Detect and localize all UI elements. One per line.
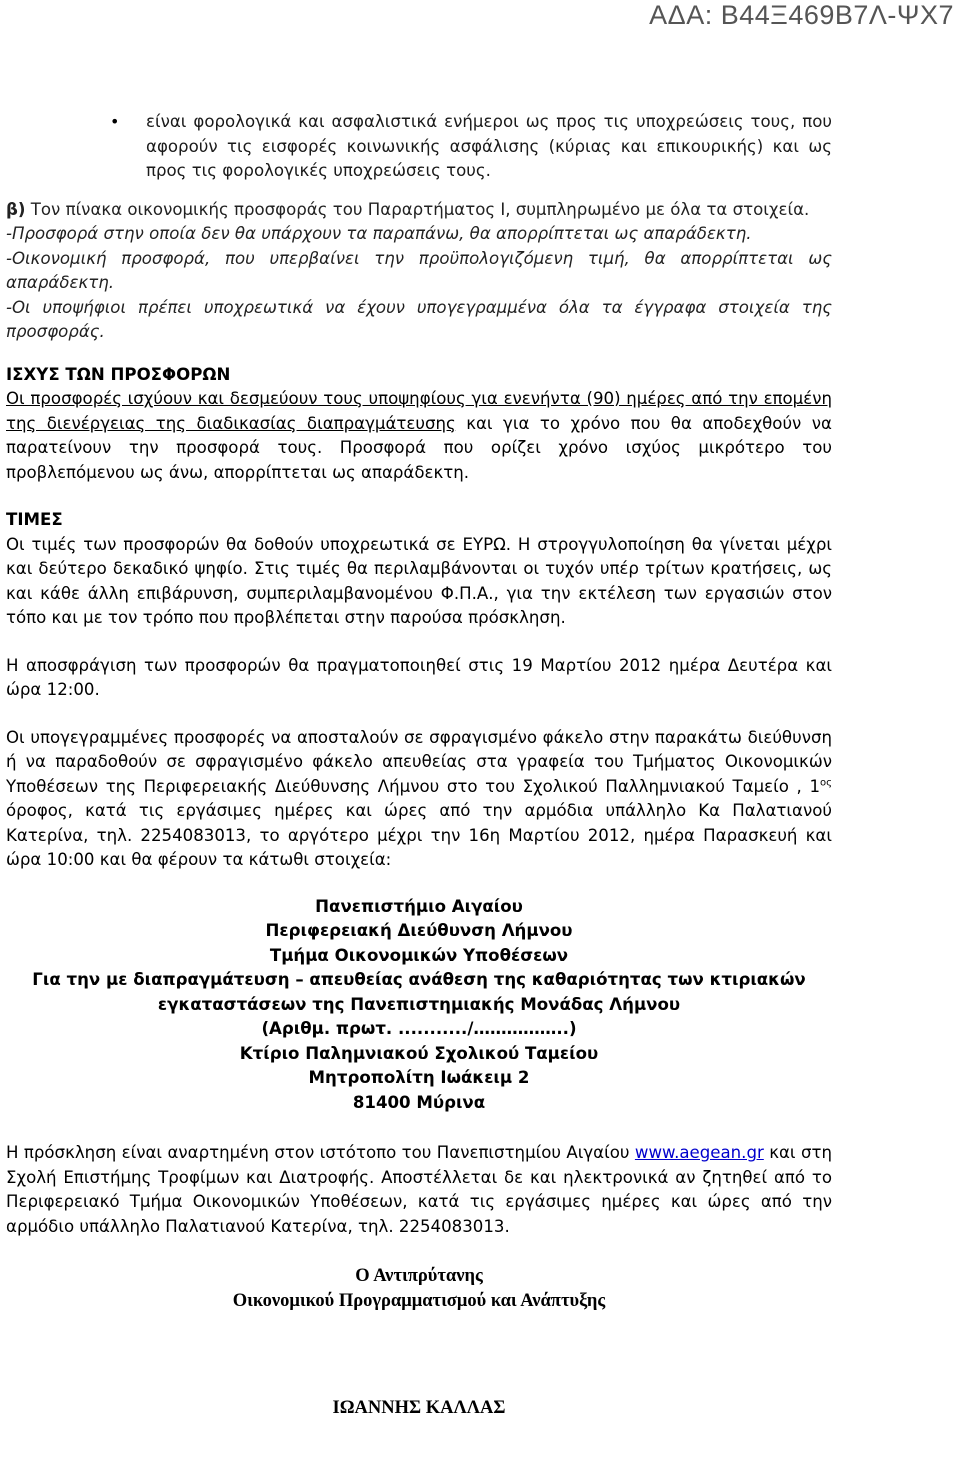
note-3: -Οι υποψήφιοι πρέπει υποχρεωτικά να έχουν υπογεγραμμένα όλα τα έγγραφα στοιχεία της προσφοράς. <box>6 297 832 341</box>
floor-suffix: ος <box>820 776 832 788</box>
submission-paragraph <box>6 726 832 873</box>
address-line-university: Πανεπιστήμιο Αιγαίου <box>315 896 523 916</box>
note-1: -Προσφορά στην οποία δεν θα υπάρχουν τα παραπάνω, θα απορρίπτεται ως απαράδεκτη. <box>6 224 752 243</box>
bullet-item <box>6 110 832 184</box>
posting-paragraph <box>6 1141 832 1239</box>
posting-part2: και στη Σχολή Επιστήμης Τροφίμων και Διατροφής. Αποστέλλεται δε και ηλεκτρονικά αν ζητηθεί από το Περιφερειακό Τμήμα Οικονομικών Υποθέσεων, κατά τις εργάσιμες ημέρες και ώρες από την αρμόδιο υπάλληλο Παλατιανού Κατερίνα, τηλ. 2254083013. <box>6 1143 832 1236</box>
address-line-directorate: Περιφερειακή Διεύθυνση Λήμνου <box>265 921 573 940</box>
beta-label: β) <box>6 199 26 219</box>
beta-text: Τον πίνακα οικονομικής προσφοράς του Παραρτήματος Ι, συμπληρωμένο με όλα τα στοιχεία. <box>25 199 810 219</box>
bullet-text: είναι φορολογικά και ασφαλιστικά ενήμεροι ως προς τις υποχρεώσεις τους, που αφορούν τις εισφορές κοινωνικής ασφάλισης (κύριας και επικουρικής) και ως προς τις φορολογικές υποχρεώσεις τους. <box>146 112 832 180</box>
validity-paragraph <box>6 387 832 485</box>
note-2: -Οικονομική προσφορά, που υπερβαίνει την προϋπολογιζόμενη τιμή, θα απορρίπτεται ως απαράδεκτη. <box>6 248 832 292</box>
validity-heading: ΙΣΧΥΣ ΤΩΝ ΠΡΟΣΦΟΡΩΝ <box>6 364 231 384</box>
signature-block <box>6 1264 832 1421</box>
prices-heading: ΤΙΜΕΣ <box>6 510 63 529</box>
address-block <box>6 895 832 1116</box>
submission-part2: όροφος, κατά τις εργάσιμες ημέρες και ώρες από την αρμόδια υπάλληλο Κα Παλατιανού Κατερίνα, τηλ. 2254083013, το αργότερο μέχρι την 16η Μαρτίου 2012, ημέρα Παρασκευή και ώρα 10:00 και θα φέρουν τα κάτωθι στοιχεία: <box>6 801 832 869</box>
submission-part1: Οι υπογεγραμμένες προσφορές να αποσταλούν σε σφραγισμένο φάκελο στην παρακάτω διεύθυνση ή να παραδοθούν σε σφραγισμένο φάκελο απευθείας στα γραφεία του Τμήματος Οικονομικών Υποθέσεων της Περιφερειακής Διεύθυνσης Λήμνου στο του Σχολικού Παλλημνιακού Ταμείο , 1 <box>6 727 832 796</box>
address-line-protocol: (Αριθμ. πρωτ. .........../……………..) <box>261 1019 577 1038</box>
address-line-city: 81400 Μύρινα <box>352 1092 486 1112</box>
signature-title-1: Ο Αντιπρύτανης <box>355 1266 483 1286</box>
ada-code: ΑΔΑ: Β44Ξ469Β7Λ-ΨΧ7 <box>649 0 954 30</box>
signature-name: ΙΩΑΝΝΗΣ ΚΑΛΛΑΣ <box>332 1398 506 1418</box>
opening-paragraph: Η αποσφράγιση των προσφορών θα πραγματοποιηθεί στις 19 Μαρτίου 2012 ημέρα Δευτέρα και ώρα 12:00. <box>6 655 832 699</box>
address-line-street: Μητροπολίτη Ιωάκειμ 2 <box>308 1068 530 1087</box>
address-line-building: Κτίριο Παλημνιακού Σχολικού Ταμείου <box>239 1043 599 1063</box>
validity-rest: και για το χρόνο που θα αποδεχθούν να παρατείνουν την προσφορά τους. Προσφορά που ορίζει χρόνο ισχύος μικρότερο του προβλεπόμενου ως άνω, απορρίπτεται ως απαράδεκτη. <box>6 413 832 482</box>
signature-title-2: Οικονομικού Προγραμματισμού και Ανάπτυξης <box>232 1291 606 1311</box>
prices-paragraph: Οι τιμές των προσφορών θα δοθούν υποχρεωτικά σε ΕΥΡΩ. Η στρογγυλοποίηση θα γίνεται μέχρι και δεύτερο δεκαδικό ψηφίο. Στις τιμές θα περιλαμβάνονται οι τυχόν υπέρ τρίτων κρατήσεις, ως και κάθε άλλη επιβάρυνση, συμπεριλαμβανομένου Φ.Π.Α., για την εκτέλεση των εργασιών στον τόπο και με τον τρόπο που προβλέπεται στην παρούσα πρόσκληση. <box>6 534 832 627</box>
beta-paragraph <box>6 198 832 223</box>
address-line-subject: Για την με διαπραγμάτευση – απευθείας ανάθεση της καθαριότητας των κτιριακών εγκαταστάσεων της Πανεπιστημιακής Μονάδας Λήμνου <box>32 970 806 1014</box>
bullet-dot-icon: • <box>110 112 120 131</box>
aegean-link[interactable]: www.aegean.gr <box>634 1143 764 1162</box>
validity-underlined: Οι προσφορές ισχύουν και δεσμεύουν τους υποψηφίους για ενενήντα (90) ημέρες από την επομένη της διενέργειας της διαδικασίας διαπραγμάτευσης <box>6 389 832 433</box>
address-line-department: Τμήμα Οικονομικών Υποθέσεων <box>269 945 569 965</box>
posting-part1: Η πρόσκληση είναι αναρτημένη στον ιστότοπο του Πανεπιστημίου Αιγαίου <box>6 1143 635 1162</box>
document-body <box>6 110 832 1421</box>
